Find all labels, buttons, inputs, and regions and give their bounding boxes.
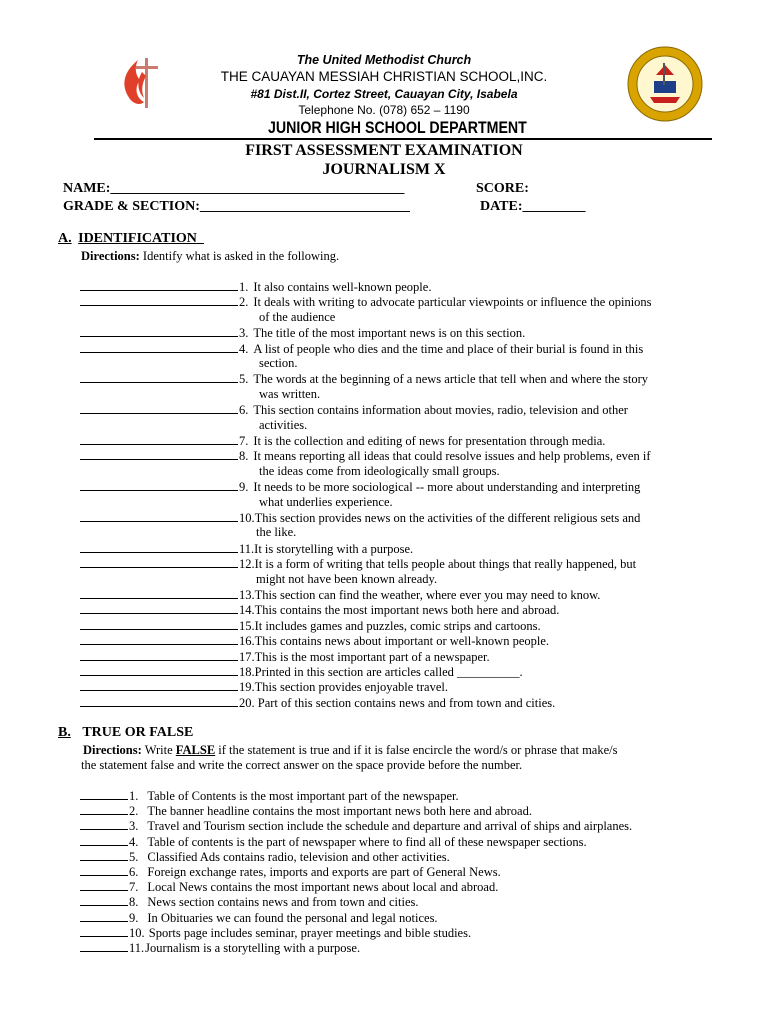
- item-number: 5.: [129, 849, 139, 864]
- item-number: 15.: [239, 618, 255, 633]
- item-text: It means reporting all ideas that could resolve issues and help problems, even if: [253, 449, 651, 464]
- item-text: News section contains news and from town and cities.: [147, 895, 419, 910]
- date-field[interactable]: DATE:_________: [480, 199, 586, 214]
- item-text: This is the most important part of a newspaper.: [254, 649, 490, 664]
- item-text-continued: was written.: [259, 386, 321, 401]
- answer-blank[interactable]: [80, 894, 128, 906]
- true-false-item: [80, 894, 419, 910]
- item-number: 20.: [239, 695, 255, 710]
- item-number: 1.: [129, 789, 139, 803]
- item-number: 7.: [239, 434, 249, 448]
- grade-section-field[interactable]: GRADE & SECTION:______________________________: [63, 199, 410, 214]
- item-number: 12.: [239, 557, 255, 572]
- answer-blank[interactable]: [80, 695, 238, 707]
- item-text-continued: might not have been known already.: [256, 571, 438, 586]
- answer-blank[interactable]: [80, 341, 238, 353]
- school-address: #81 Dist.II, Cortez Street, Cauayan City, Isabela: [250, 87, 518, 101]
- header-divider: [94, 138, 712, 140]
- true-false-item: [80, 849, 450, 865]
- item-text: The banner headline contains the most important news both here and abroad.: [147, 804, 532, 819]
- answer-blank[interactable]: [80, 448, 238, 460]
- section-a-letter: A.: [58, 231, 72, 246]
- answer-blank[interactable]: [80, 479, 238, 491]
- true-false-item: [80, 879, 498, 895]
- true-false-item: [80, 788, 459, 804]
- item-number: 5.: [239, 372, 249, 387]
- directions-label: Directions:: [83, 743, 142, 757]
- answer-blank[interactable]: [80, 849, 128, 861]
- section-a-heading: [58, 231, 204, 247]
- department-title: JUNIOR HIGH SCHOOL DEPARTMENT: [268, 119, 527, 137]
- identification-item: [80, 479, 640, 495]
- section-b-heading: [58, 725, 193, 741]
- answer-blank[interactable]: [80, 402, 238, 414]
- answer-blank[interactable]: [80, 818, 128, 830]
- name-field[interactable]: NAME:__________________________________________: [63, 181, 405, 196]
- exam-title: FIRST ASSESSMENT EXAMINATION: [245, 142, 523, 159]
- item-text: Local News contains the most important news about local and abroad.: [147, 880, 499, 895]
- item-text: It deals with writing to advocate particular viewpoints or influence the opinions: [253, 295, 652, 310]
- identification-item: [80, 341, 643, 357]
- section-a-title: IDENTIFICATION: [78, 231, 197, 246]
- section-b-title: TRUE OR FALSE: [82, 725, 194, 740]
- answer-blank[interactable]: [80, 788, 128, 800]
- item-text: It also contains well-known people.: [253, 280, 432, 294]
- item-number: 9.: [129, 910, 139, 925]
- item-number: 10.: [239, 511, 255, 525]
- answer-blank[interactable]: [80, 433, 238, 445]
- item-text: This section provides news on the activities of the different religious sets and: [254, 511, 641, 525]
- answer-blank[interactable]: [80, 510, 238, 522]
- item-text: It needs to be more sociological -- more about understanding and interpreting: [253, 480, 641, 495]
- item-number: 8.: [239, 449, 249, 464]
- item-text-continued: activities.: [259, 417, 308, 432]
- item-text: It is storytelling with a purpose.: [254, 541, 414, 556]
- item-text: The words at the beginning of a news article that tell when and where the story: [253, 372, 649, 387]
- item-text: Travel and Tourism section include the schedule and departure and arrival of ships and airplanes.: [147, 819, 633, 834]
- directions-post: if the statement is true and if it is false encircle the word/s or phrase that make/s: [218, 743, 618, 757]
- item-number: 1.: [239, 280, 249, 294]
- item-number: 17.: [239, 649, 255, 664]
- item-number: 4.: [129, 834, 139, 849]
- answer-blank[interactable]: [80, 834, 128, 846]
- item-text: A list of people who dies and the time and place of their burial is found in this: [253, 341, 644, 356]
- identification-item: [80, 294, 652, 310]
- item-text-continued: the like.: [256, 525, 297, 540]
- item-number: 2.: [129, 804, 139, 819]
- item-text: This section provides enjoyable travel.: [254, 680, 448, 695]
- school-name: THE CAUAYAN MESSIAH CHRISTIAN SCHOOL,INC.: [220, 69, 548, 84]
- identification-item: [80, 541, 413, 557]
- answer-blank[interactable]: [80, 587, 238, 599]
- item-number: 10.: [129, 925, 145, 940]
- item-number: 6.: [239, 403, 249, 418]
- answer-blank[interactable]: [80, 925, 128, 937]
- answer-blank[interactable]: [80, 602, 238, 614]
- item-text: Part of this section contains news and from town and cities.: [254, 695, 556, 710]
- true-false-item: [80, 864, 501, 880]
- item-text: Foreign exchange rates, imports and exports are part of General News.: [147, 865, 501, 879]
- item-text: Printed in this section are articles called __________.: [254, 665, 523, 679]
- identification-item: [80, 602, 559, 618]
- identification-item: [80, 279, 431, 295]
- section-b-directions-line2: the statement false and write the correct answer on the space provide before the number.: [81, 758, 523, 772]
- directions-label: Directions:: [81, 249, 140, 263]
- identification-item: [80, 649, 490, 665]
- item-text-continued: the ideas come from ideologically small groups.: [259, 463, 500, 478]
- answer-blank[interactable]: [80, 294, 238, 306]
- item-number: 2.: [239, 295, 249, 310]
- item-number: 14.: [239, 603, 255, 618]
- identification-item: [80, 371, 648, 387]
- item-text-continued: section.: [259, 356, 298, 370]
- answer-blank[interactable]: [80, 864, 128, 876]
- item-number: 18.: [239, 665, 255, 679]
- item-text-continued: what underlies experience.: [259, 494, 393, 509]
- item-text: It is the collection and editing of news for presentation through media.: [253, 434, 606, 448]
- item-text: Table of Contents is the most important part of the newspaper.: [147, 789, 459, 803]
- item-text: The title of the most important news is on this section.: [253, 326, 526, 341]
- identification-item: [80, 325, 525, 341]
- answer-blank[interactable]: [80, 556, 238, 568]
- item-text-continued: of the audience: [259, 309, 336, 324]
- item-number: 3.: [239, 326, 249, 341]
- true-false-item: [80, 834, 587, 850]
- answer-blank[interactable]: [80, 940, 128, 952]
- item-number: 11.: [239, 541, 255, 556]
- item-number: 3.: [129, 819, 139, 834]
- section-b-directions: [83, 743, 617, 758]
- item-text: Sports page includes seminar, prayer meetings and bible studies.: [145, 925, 472, 940]
- answer-blank[interactable]: [80, 618, 238, 630]
- item-text: It includes games and puzzles, comic strips and cartoons.: [254, 618, 541, 633]
- answer-blank[interactable]: [80, 371, 238, 383]
- identification-item: [80, 633, 549, 649]
- item-text: In Obituaries we can found the personal and legal notices.: [147, 910, 438, 925]
- item-number: 7.: [129, 880, 139, 895]
- item-text: This contains news about important or well-known people.: [254, 634, 550, 649]
- score-field[interactable]: SCORE:: [476, 181, 529, 196]
- answer-blank[interactable]: [80, 910, 128, 922]
- identification-item: [80, 433, 605, 449]
- section-b-letter: B.: [58, 725, 71, 740]
- item-text: Table of contents is the part of newspaper where to find all of these newspaper sections.: [147, 834, 587, 849]
- identification-item: [80, 448, 651, 464]
- item-number: 8.: [129, 895, 139, 910]
- item-number: 19.: [239, 680, 255, 695]
- true-false-item: [80, 925, 471, 941]
- answer-blank[interactable]: [80, 803, 128, 815]
- identification-item: [80, 402, 628, 418]
- answer-blank[interactable]: [80, 664, 238, 676]
- answer-blank[interactable]: [80, 279, 238, 291]
- identification-item: [80, 556, 636, 572]
- item-number: 6.: [129, 865, 139, 879]
- answer-blank[interactable]: [80, 325, 238, 337]
- true-false-item: [80, 818, 632, 834]
- identification-item: [80, 587, 600, 603]
- section-a-directions: [81, 249, 339, 264]
- identification-item: [80, 618, 541, 634]
- answer-blank[interactable]: [80, 679, 238, 691]
- item-text: This section contains information about movies, radio, television and other: [253, 403, 628, 418]
- item-text: Journalism is a storytelling with a purpose.: [145, 941, 361, 955]
- item-number: 11.: [129, 941, 145, 955]
- item-text: This contains the most important news both here and abroad.: [254, 603, 560, 618]
- item-number: 13.: [239, 588, 255, 602]
- identification-item: [80, 679, 448, 695]
- item-number: 4.: [239, 341, 249, 356]
- answer-blank[interactable]: [80, 541, 238, 553]
- church-name: The United Methodist Church: [296, 53, 472, 67]
- answer-blank[interactable]: [80, 633, 238, 645]
- identification-item: [80, 510, 640, 526]
- subject-title: JOURNALISM X: [322, 161, 446, 178]
- answer-blank[interactable]: [80, 879, 128, 891]
- directions-pre: Write: [144, 743, 173, 757]
- telephone-number: Telephone No. (078) 652 – 1190: [298, 103, 470, 117]
- item-text: Classified Ads contains radio, television and other activities.: [147, 849, 450, 864]
- true-false-item: [80, 910, 438, 926]
- false-keyword: FALSE: [175, 743, 216, 757]
- true-false-item: [80, 940, 360, 956]
- item-number: 9.: [239, 480, 249, 495]
- true-false-item: [80, 803, 532, 819]
- item-text: This section can find the weather, where ever you may need to know.: [254, 588, 601, 602]
- item-text: It is a form of writing that tells people about things that really happened, but: [254, 557, 637, 572]
- answer-blank[interactable]: [80, 649, 238, 661]
- directions-text: Identify what is asked in the following.: [142, 249, 340, 263]
- item-number: 16.: [239, 634, 255, 649]
- identification-item: [80, 695, 555, 711]
- identification-item: [80, 664, 523, 680]
